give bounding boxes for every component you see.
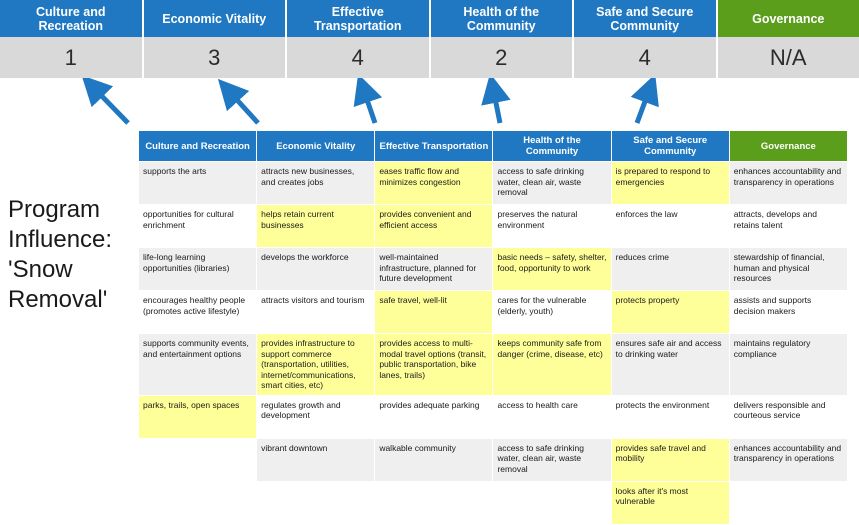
- matrix-cell: walkable community: [375, 438, 493, 481]
- matrix-cell: regulates growth and development: [257, 395, 375, 438]
- matrix-cell: supports the arts: [139, 162, 257, 205]
- matrix-cell: access to safe drinking water, clean air, waste removal: [493, 162, 611, 205]
- matrix-cell: [375, 481, 493, 524]
- matrix-header-row: [139, 131, 848, 162]
- matrix-header-safe-and-secure-community: Safe and Secure Community: [611, 131, 729, 162]
- matrix-cell: maintains regulatory compliance: [729, 334, 847, 396]
- matrix-cell: eases traffic flow and minimizes congestion: [375, 162, 493, 205]
- matrix-cell: attracts, develops and retains talent: [729, 205, 847, 248]
- matrix-cell: attracts visitors and tourism: [257, 291, 375, 334]
- upward-arrow-2: [228, 90, 258, 123]
- matrix-cell: safe travel, well-lit: [375, 291, 493, 334]
- matrix-cell: preserves the natural environment: [493, 205, 611, 248]
- matrix-row: [139, 395, 848, 438]
- matrix-cell: encourages healthy people (promotes active lifestyle): [139, 291, 257, 334]
- matrix-cell: supports community events, and entertainment options: [139, 334, 257, 396]
- matrix-cell: ensures safe air and access to drinking water: [611, 334, 729, 396]
- matrix-cell: parks, trails, open spaces: [139, 395, 257, 438]
- matrix-cell: attracts new businesses, and creates jobs: [257, 162, 375, 205]
- upward-arrow-3: [363, 88, 375, 123]
- scorecard-header-strip: [0, 0, 859, 78]
- matrix-row: [139, 291, 848, 334]
- matrix-header-culture-and-recreation: Culture and Recreation: [139, 131, 257, 162]
- matrix-header-governance: Governance: [729, 131, 847, 162]
- matrix-header-effective-transportation: Effective Transportation: [375, 131, 493, 162]
- matrix-header-economic-vitality: Economic Vitality: [257, 131, 375, 162]
- matrix-cell: basic needs – safety, shelter, food, opportunity to work: [493, 248, 611, 291]
- matrix-cell: enforces the law: [611, 205, 729, 248]
- matrix-cell: is prepared to respond to emergencies: [611, 162, 729, 205]
- upward-arrow-1: [92, 86, 128, 123]
- matrix-row: [139, 205, 848, 248]
- matrix-cell: stewardship of financial, human and physical resources: [729, 248, 847, 291]
- upward-arrow-4: [493, 88, 500, 123]
- matrix-row: [139, 334, 848, 396]
- score-safe-and-secure-community: 4: [574, 37, 718, 78]
- matrix-cell: provides infrastructure to support commerce (transportation, utilities, internet/communications, smart cities, etc): [257, 334, 375, 396]
- matrix-cell: enhances accountability and transparency in operations: [729, 438, 847, 481]
- matrix-cell: cares for the vulnerable (elderly, youth): [493, 291, 611, 334]
- matrix-cell: assists and supports decision makers: [729, 291, 847, 334]
- matrix-cell: enhances accountability and transparency in operations: [729, 162, 847, 205]
- caption-line-1: Program: [8, 195, 138, 225]
- scorecard-header-governance: Governance: [718, 0, 859, 37]
- scorecard-header-culture-and-recreation: Culture and Recreation: [0, 0, 144, 37]
- matrix-cell: protects the environment: [611, 395, 729, 438]
- matrix-cell: helps retain current businesses: [257, 205, 375, 248]
- matrix-cell: well-maintained infrastructure, planned for future development: [375, 248, 493, 291]
- score-economic-vitality: 3: [144, 37, 288, 78]
- matrix-row: [139, 438, 848, 481]
- matrix-cell: [257, 481, 375, 524]
- program-influence-caption: [8, 195, 138, 315]
- matrix-cell: access to health care: [493, 395, 611, 438]
- matrix-cell: delivers responsible and courteous service: [729, 395, 847, 438]
- matrix-cell: looks after it's most vulnerable: [611, 481, 729, 524]
- influence-matrix: [138, 130, 848, 525]
- scorecard-score-row: [0, 37, 859, 78]
- caption-line-4: Removal': [8, 285, 138, 315]
- arrows-layer: [0, 78, 859, 133]
- caption-line-2: Influence:: [8, 225, 138, 255]
- matrix-cell: [139, 481, 257, 524]
- caption-line-3: 'Snow: [8, 255, 138, 285]
- matrix-cell: keeps community safe from danger (crime, disease, etc): [493, 334, 611, 396]
- matrix-row: [139, 481, 848, 524]
- matrix-header-health-of-the-community: Health of the Community: [493, 131, 611, 162]
- matrix-cell: reduces crime: [611, 248, 729, 291]
- influence-matrix-wrapper: [138, 130, 848, 525]
- score-effective-transportation: 4: [287, 37, 431, 78]
- matrix-cell: [493, 481, 611, 524]
- matrix-cell: vibrant downtown: [257, 438, 375, 481]
- matrix-body: [139, 162, 848, 525]
- matrix-cell: access to safe drinking water, clean air, waste removal: [493, 438, 611, 481]
- matrix-cell: life-long learning opportunities (libraries): [139, 248, 257, 291]
- scorecard-header-row: [0, 0, 859, 37]
- score-governance: N/A: [718, 37, 859, 78]
- matrix-cell: provides adequate parking: [375, 395, 493, 438]
- upward-arrow-5: [637, 88, 650, 123]
- matrix-cell: provides safe travel and mobility: [611, 438, 729, 481]
- scorecard-header-effective-transportation: Effective Transportation: [287, 0, 431, 37]
- matrix-cell: provides access to multi-modal travel options (transit, public transportation, bike lanes, trails): [375, 334, 493, 396]
- matrix-cell: [729, 481, 847, 524]
- matrix-cell: protects property: [611, 291, 729, 334]
- matrix-row: [139, 162, 848, 205]
- matrix-row: [139, 248, 848, 291]
- matrix-cell: develops the workforce: [257, 248, 375, 291]
- matrix-cell: provides convenient and efficient access: [375, 205, 493, 248]
- matrix-cell: [139, 438, 257, 481]
- score-culture-and-recreation: 1: [0, 37, 144, 78]
- scorecard-header-safe-and-secure-community: Safe and Secure Community: [574, 0, 718, 37]
- scorecard-header-health-of-the-community: Health of the Community: [431, 0, 575, 37]
- matrix-cell: opportunities for cultural enrichment: [139, 205, 257, 248]
- scorecard-header-economic-vitality: Economic Vitality: [144, 0, 288, 37]
- score-health-of-the-community: 2: [431, 37, 575, 78]
